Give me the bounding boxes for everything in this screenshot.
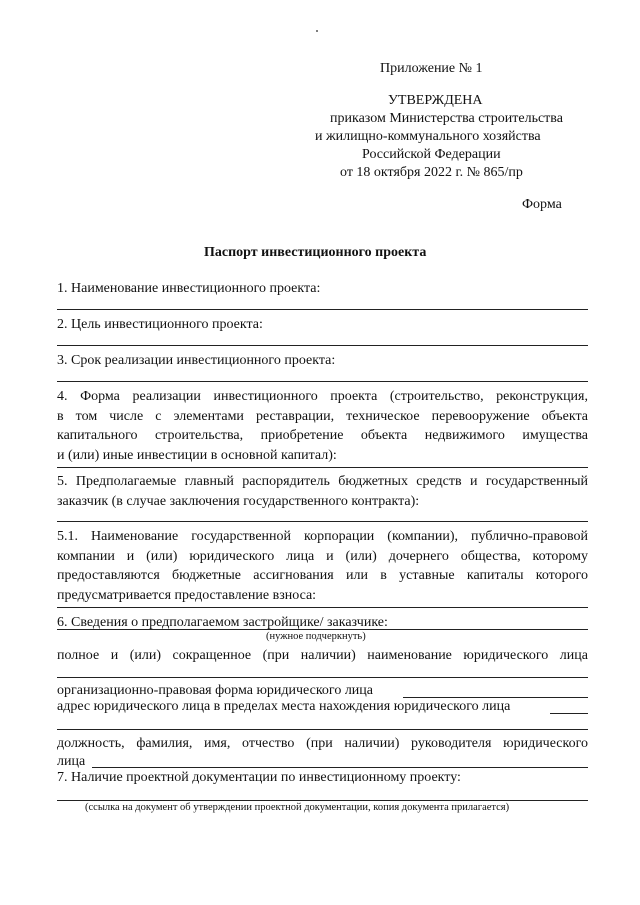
item-6-head-line-1: должность, фамилия, имя, отчество (при наличии) руководителя юридического: [57, 736, 588, 751]
item-4-line-1: 4. Форма реализации инвестиционного проекта (строительство, реконструкция,: [57, 389, 588, 404]
item-7-hint: (ссылка на документ об утверждении проектной документации, копия документа прилагается): [85, 802, 510, 813]
item-5-text: [57, 472, 588, 511]
order-line-3: Российской Федерации: [362, 147, 501, 162]
document-title: Паспорт инвестиционного проекта: [204, 245, 427, 260]
item-5-1-text: [57, 527, 588, 605]
item-5-line-1: 5. Предполагаемые главный распорядитель бюджетных средств и государственный: [57, 474, 588, 489]
item-5-1-line-2: компании и (или) юридического лица и (или) дочернего общества, которому: [57, 548, 588, 564]
item-6-name-text: [57, 646, 588, 666]
item-3-label: 3. Срок реализации инвестиционного проекта:: [57, 353, 336, 368]
item-6-name-line: полное и (или) сокращенное (при наличии) наименование юридического лица: [57, 648, 588, 663]
item-6-name-fill-line: [57, 677, 588, 678]
order-line-4: от 18 октября 2022 г. № 865/пр: [340, 165, 523, 180]
item-7-fill-line: [57, 800, 588, 801]
item-6-address-fill-line-2: [57, 729, 588, 730]
item-4-line-2: в том числе с элементами реставрации, техническое перевооружение объекта: [57, 408, 588, 424]
appendix-label: Приложение № 1: [380, 61, 483, 76]
item-5-1-line-1: 5.1. Наименование государственной корпорации (компании), публично-правовой: [57, 529, 588, 544]
item-5-line-2: заказчик (в случае заключения государственного контракта):: [57, 493, 420, 509]
item-4-line-4: и (или) иные инвестиции в основной капитал):: [57, 447, 337, 463]
item-5-1-fill-line: [57, 607, 588, 608]
item-5-1-line-3: предоставляются бюджетные ассигнования или в уставные капиталы которого: [57, 568, 588, 583]
item-6-head-line-2: лица: [57, 754, 86, 769]
order-line-2: и жилищно-коммунального хозяйства: [315, 129, 541, 144]
item-6-org-form-label: организационно-правовая форма юридического лица: [57, 683, 374, 698]
item-6-underline: [57, 629, 588, 630]
item-6-address-label: адрес юридического лица в пределах места нахождения юридического лица: [57, 699, 511, 714]
item-1-label: 1. Наименование инвестиционного проекта:: [57, 281, 321, 296]
item-4-text: [57, 387, 588, 465]
item-3-fill-line: [57, 381, 588, 382]
scan-speck: [316, 30, 318, 32]
item-2-label: 2. Цель инвестиционного проекта:: [57, 317, 263, 332]
order-line-1: приказом Министерства строительства: [330, 111, 563, 126]
item-2-fill-line: [57, 345, 588, 346]
approved-label: УТВЕРЖДЕНА: [388, 93, 483, 108]
item-6-label: 6. Сведения о предполагаемом застройщике/ заказчике:: [57, 615, 388, 630]
item-6-hint: (нужное подчеркнуть): [266, 631, 366, 642]
item-4-fill-line: [57, 467, 588, 468]
item-4-line-3: капитального строительства, приобретение объекта недвижимого имущества: [57, 428, 588, 443]
item-5-fill-line: [57, 521, 588, 522]
item-1-fill-line: [57, 309, 588, 310]
item-7-label: 7. Наличие проектной документации по инвестиционному проекту:: [57, 770, 461, 785]
item-6-address-fill-line: [550, 713, 588, 714]
form-label: Форма: [522, 197, 562, 212]
item-6-head-text: [57, 734, 588, 754]
item-5-1-line-4: предусматривается предоставление взноса:: [57, 587, 317, 603]
